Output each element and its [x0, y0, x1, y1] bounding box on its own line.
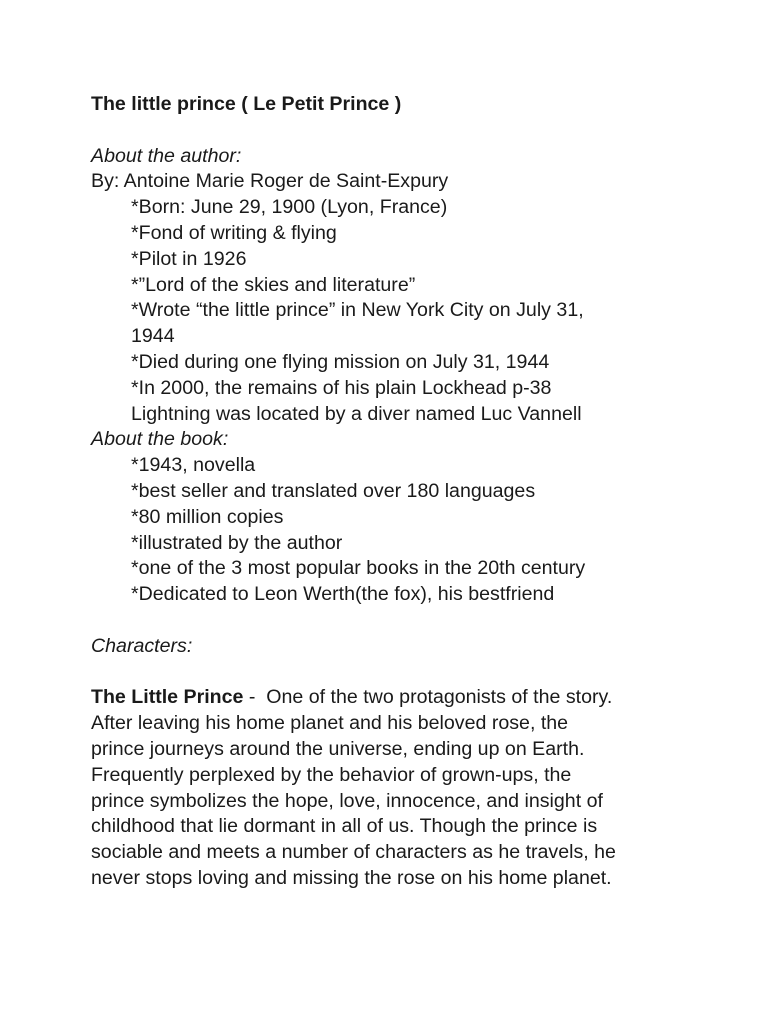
- character-description-line: Frequently perplexed by the behavior of grown-ups, the: [91, 763, 572, 786]
- character-description-line: never stops loving and missing the rose on his home planet.: [91, 866, 612, 889]
- book-item-bestseller: *best seller and translated over 180 languages: [131, 479, 536, 502]
- character-name: The Little Prince: [91, 686, 244, 709]
- character-description-line: sociable and meets a number of characters as he travels, he: [91, 841, 616, 864]
- author-item-lord: *”Lord of the skies and literature”: [131, 273, 416, 296]
- book-item-popular: *one of the 3 most popular books in the 20th century: [131, 557, 586, 580]
- author-item-fond: *Fond of writing & flying: [131, 221, 337, 244]
- book-heading: About the book:: [91, 428, 229, 451]
- blank-line: [91, 660, 708, 686]
- author-item-died: *Died during one flying mission on July 31, 1944: [131, 350, 550, 373]
- characters-heading: Characters:: [91, 634, 193, 657]
- character-description-line: childhood that lie dormant in all of us. Though the prince is: [91, 815, 598, 838]
- author-item-remains-cont: Lightning was located by a diver named Luc Vannell: [131, 402, 582, 425]
- author-item-pilot: *Pilot in 1926: [131, 247, 247, 270]
- character-separator: -: [243, 686, 267, 709]
- author-item-wrote: *Wrote “the little prince” in New York City on July 31,: [131, 299, 584, 322]
- book-item-copies: *80 million copies: [131, 505, 284, 528]
- author-heading: About the author:: [91, 144, 242, 167]
- book-item-novella: *1943, novella: [131, 454, 256, 477]
- character-description-line: prince journeys around the universe, ending up on Earth.: [91, 737, 585, 760]
- blank-line: [91, 608, 708, 634]
- book-item-dedicated: *Dedicated to Leon Werth(the fox), his bestfriend: [131, 583, 555, 606]
- blank-line: [91, 118, 708, 144]
- document-title: The little prince ( Le Petit Prince ): [91, 93, 402, 115]
- author-item-wrote-cont: 1944: [131, 325, 175, 348]
- author-byline: By: Antoine Marie Roger de Saint-Expury: [91, 170, 449, 193]
- author-item-remains: *In 2000, the remains of his plain Lockhead p-38: [131, 376, 552, 399]
- author-item-born: *Born: June 29, 1900 (Lyon, France): [131, 196, 448, 219]
- character-description-line: After leaving his home planet and his beloved rose, the: [91, 712, 569, 735]
- character-description-line: One of the two protagonists of the story.: [266, 686, 613, 709]
- character-entry-line-1: [91, 685, 708, 711]
- book-item-illustrated: *illustrated by the author: [131, 531, 343, 554]
- character-description-line: prince symbolizes the hope, love, innocence, and insight of: [91, 789, 603, 812]
